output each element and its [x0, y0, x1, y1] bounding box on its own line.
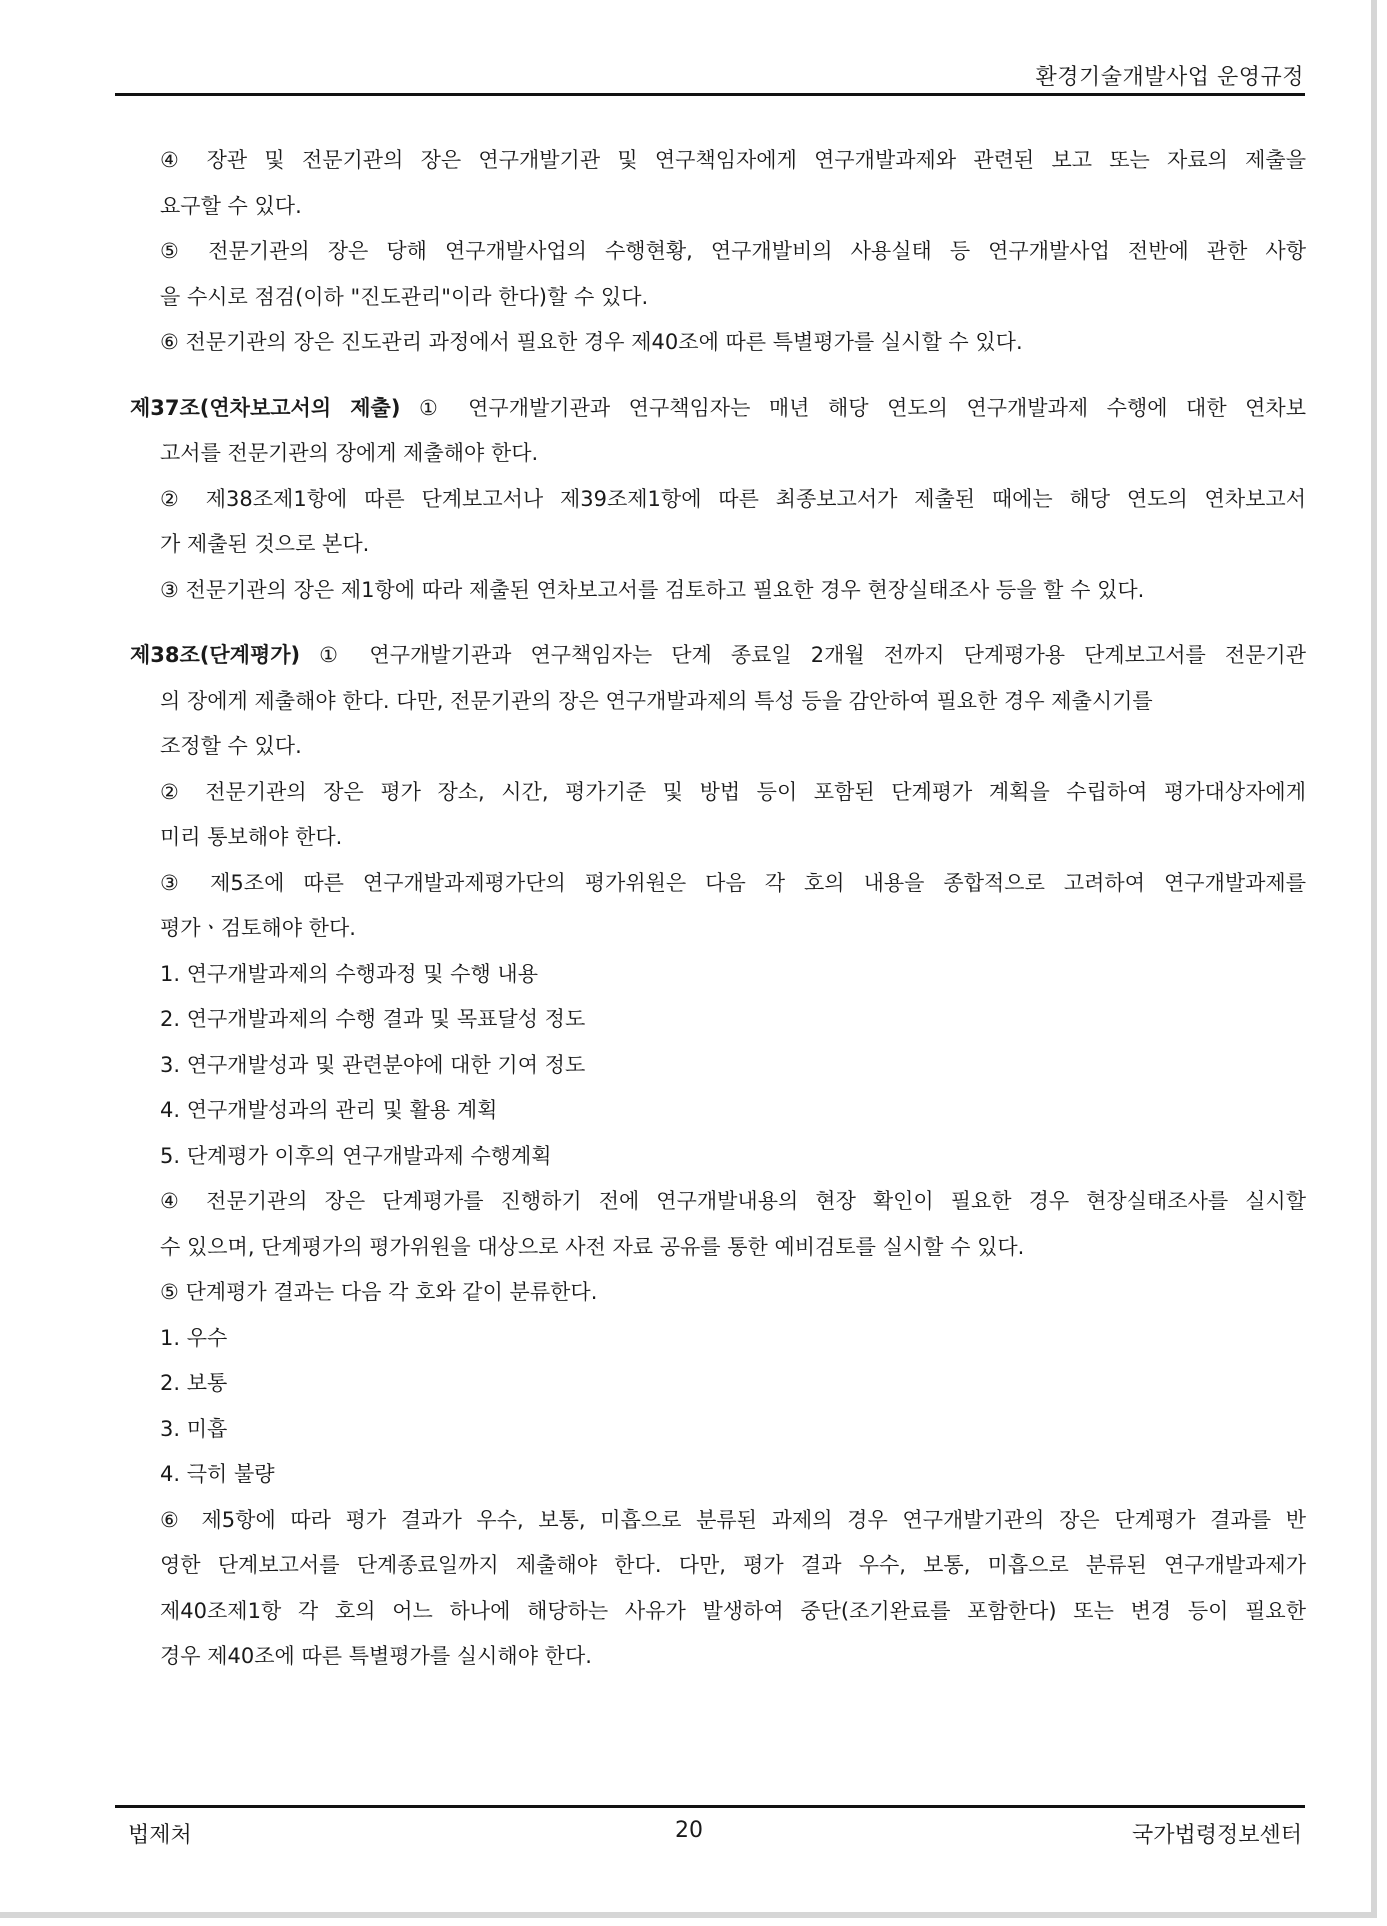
line-text: 고서를 전문기관의 장에게 제출해야 한다.: [160, 441, 539, 465]
text-line: [130, 320, 1306, 366]
text-line: [130, 1270, 1306, 1316]
line-text: ③ 제5조에 따른 연구개발과제평가단의 평가위원은 다음 각 호의 내용을 종합적으로 고려하여 연구개발과제를: [160, 870, 1306, 895]
text-line: [130, 679, 1306, 725]
text-line: [130, 1589, 1306, 1635]
text-line: [130, 1634, 1306, 1680]
article-heading-line: [130, 633, 1306, 679]
text-line: [130, 1543, 1306, 1589]
line-text: ② 전문기관의 장은 평가 장소, 시간, 평가기준 및 방법 등이 포함된 단계평가 계획을 수립하여 평가대상자에게: [160, 779, 1306, 804]
text-line: [130, 952, 1306, 998]
text-line: [130, 1225, 1306, 1271]
line-text: ① 연구개발기관과 연구책임자는 단계 종료일 2개월 전까지 단계평가용 단계보고서를 전문기관: [300, 643, 1306, 667]
text-line: [130, 568, 1306, 614]
line-text: 3. 연구개발성과 및 관련분야에 대한 기여 정도: [160, 1052, 586, 1077]
text-line: [130, 1134, 1306, 1180]
line-text: 3. 미흡: [160, 1416, 228, 1441]
text-line: [130, 770, 1306, 816]
line-text: 2. 보통: [160, 1371, 228, 1395]
text-line: [130, 522, 1306, 568]
line-text: ⑤ 단계평가 결과는 다음 각 호와 같이 분류한다.: [160, 1280, 598, 1304]
line-text: 1. 연구개발과제의 수행과정 및 수행 내용: [160, 961, 538, 986]
line-text: 조정할 수 있다.: [160, 734, 302, 758]
header-title: 환경기술개발사업 운영규정: [1035, 65, 1304, 90]
line-text: 가 제출된 것으로 본다.: [160, 532, 370, 556]
line-text: 5. 단계평가 이후의 연구개발과제 수행계획: [160, 1143, 552, 1168]
text-line: [130, 184, 1306, 230]
line-text: 의 장에게 제출해야 한다. 다만, 전문기관의 장은 연구개발과제의 특성 등을 감안하여 필요한 경우 제출시기를: [160, 688, 1153, 713]
line-text: 수 있으며, 단계평가의 평가위원을 대상으로 사전 자료 공유를 통한 예비검토를 실시할 수 있다.: [160, 1234, 1025, 1259]
text-line: [130, 1407, 1306, 1453]
line-text: 4. 연구개발성과의 관리 및 활용 계획: [160, 1098, 498, 1122]
section-gap: [130, 366, 1306, 386]
text-line: [130, 1179, 1306, 1225]
line-text: ② 제38조제1항에 따른 단계보고서나 제39조제1항에 따른 최종보고서가 제출된 때에는 해당 연도의 연차보고서: [160, 486, 1306, 511]
text-line: [130, 1043, 1306, 1089]
text-line: [130, 815, 1306, 861]
line-text: 4. 극히 불량: [160, 1462, 275, 1486]
text-line: [130, 997, 1306, 1043]
line-text: ⑤ 전문기관의 장은 당해 연구개발사업의 수행현황, 연구개발비의 사용실태 등 연구개발사업 전반에 관한 사항: [160, 239, 1306, 263]
header-rule: [115, 93, 1305, 96]
text-line: [130, 1498, 1306, 1544]
text-line: [130, 431, 1306, 477]
footer-source: 국가법령정보센터: [1131, 1823, 1302, 1848]
footer-publisher: 법제처: [128, 1823, 192, 1848]
section-gap: [130, 613, 1306, 633]
line-text: 경우 제40조에 따른 특별평가를 실시해야 한다.: [160, 1644, 592, 1668]
article-title: 제37조(연차보고서의 제출): [130, 395, 401, 420]
line-text: ③ 전문기관의 장은 제1항에 따라 제출된 연차보고서를 검토하고 필요한 경우 현장실태조사 등을 할 수 있다.: [160, 577, 1145, 602]
page-number: 20: [675, 1818, 703, 1843]
line-text: 제40조제1항 각 호의 어느 하나에 해당하는 사유가 발생하여 중단(조기완료를 포함한다) 또는 변경 등이 필요한: [160, 1598, 1306, 1623]
text-line: [130, 724, 1306, 770]
line-text: ④ 장관 및 전문기관의 장은 연구개발기관 및 연구책임자에게 연구개발과제와 관련된 보고 또는 자료의 제출을: [160, 148, 1306, 172]
line-text: 2. 연구개발과제의 수행 결과 및 목표달성 정도: [160, 1007, 586, 1031]
text-line: [130, 1452, 1306, 1498]
text-line: [130, 906, 1306, 952]
text-line: [130, 1361, 1306, 1407]
line-text: 요구할 수 있다.: [160, 193, 302, 218]
text-line: [130, 1088, 1306, 1134]
line-text: 영한 단계보고서를 단계종료일까지 제출해야 한다. 다만, 평가 결과 우수, 보통, 미흡으로 분류된 연구개발과제가: [160, 1553, 1306, 1577]
article-heading-line: [130, 386, 1306, 432]
document-body: [130, 138, 1306, 1680]
article-title: 제38조(단계평가): [130, 643, 301, 667]
line-text: 1. 우수: [160, 1325, 228, 1350]
text-line: [130, 477, 1306, 523]
line-text: ④ 전문기관의 장은 단계평가를 진행하기 전에 연구개발내용의 현장 확인이 필요한 경우 현장실태조사를 실시할: [160, 1189, 1306, 1213]
line-text: ① 연구개발기관과 연구책임자는 매년 해당 연도의 연구개발과제 수행에 대한 연차보: [400, 395, 1306, 420]
text-line: [130, 275, 1306, 321]
text-line: [130, 861, 1306, 907]
line-text: 을 수시로 점검(이하 "진도관리"이라 한다)할 수 있다.: [160, 284, 649, 309]
line-text: ⑥ 제5항에 따라 평가 결과가 우수, 보통, 미흡으로 분류된 과제의 경우 연구개발기관의 장은 단계평가 결과를 반: [160, 1507, 1306, 1532]
text-line: [130, 1316, 1306, 1362]
line-text: 미리 통보해야 한다.: [160, 825, 343, 849]
text-line: [130, 138, 1306, 184]
footer-rule: [115, 1805, 1305, 1808]
line-text: 평가ㆍ검토해야 한다.: [160, 916, 356, 940]
line-text: ⑥ 전문기관의 장은 진도관리 과정에서 필요한 경우 제40조에 따른 특별평가를 실시할 수 있다.: [160, 330, 1023, 354]
text-line: [130, 229, 1306, 275]
